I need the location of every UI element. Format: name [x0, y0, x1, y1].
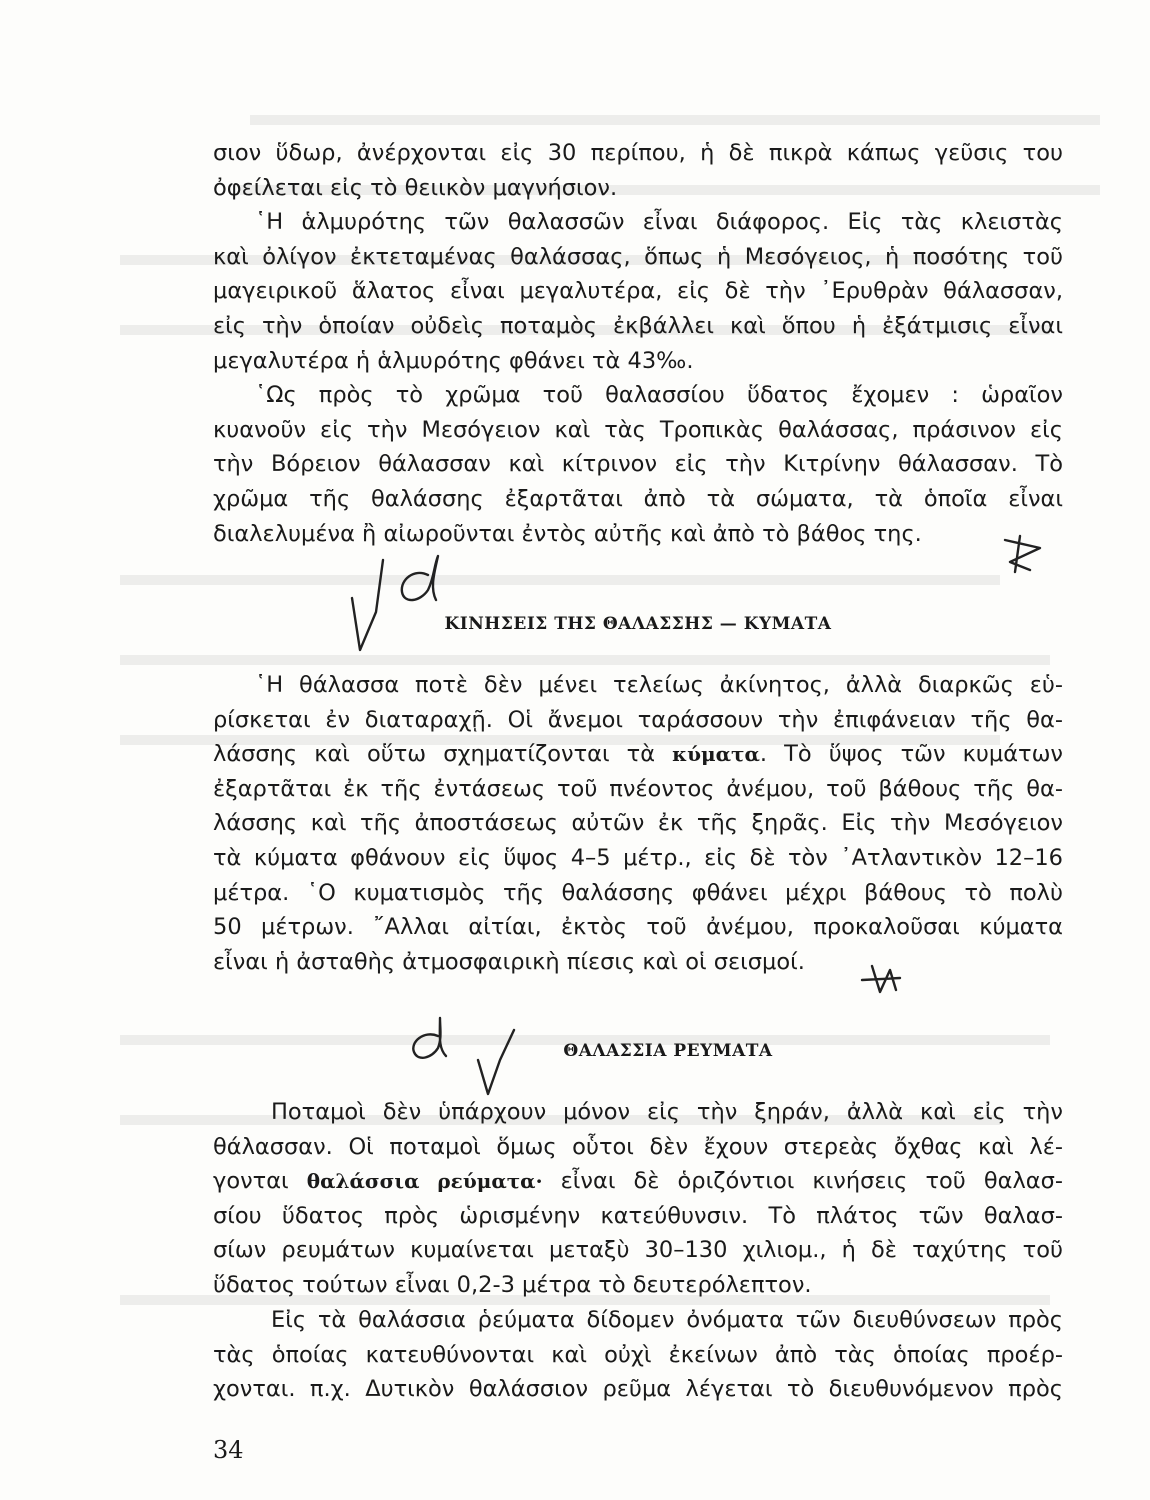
- bold-term: θαλάσσια ρεύματα·: [306, 1169, 543, 1194]
- text-fragment: λάσσης καὶ οὕτω σχηματίζονται τὰ: [213, 741, 656, 768]
- check-mark: [352, 560, 383, 650]
- text-line: θάλασσαν. Οἱ ποταμοὶ ὅμως οὗτοι δὲν ἔχουν στερεὰς ὄχθας καὶ λέ-: [213, 1133, 1063, 1160]
- text-line: χρῶμα τῆς θαλάσσης ἐξαρτᾶται ἀπὸ τὰ σώματα, τὰ ὁποῖα εἶναι: [213, 485, 1063, 512]
- text-line: τὴν Βόρειον θάλασσαν καὶ κίτρινον εἰς τὴν Κιτρίνην θάλασσαν. Τὸ: [213, 451, 1063, 478]
- text-fragment: γονται: [213, 1168, 289, 1195]
- text-line: ρίσκεται ἐν διαταραχῇ. Οἱ ἄνεμοι ταράσσουν τὴν ἐπιφάνειαν τῆς θα-: [213, 706, 1063, 733]
- text-line: 50 μέτρων. ῎Αλλαι αἰτίαι, ἐκτὸς τοῦ ἀνέμου, προκαλοῦσαι κύματα: [213, 914, 1063, 941]
- handwritten-d-mark: [402, 556, 438, 600]
- handwritten-d-mark: [413, 1018, 446, 1058]
- scribble-mark: [1005, 536, 1040, 572]
- text-line: διαλελυμένα ἢ αἰωροῦνται ἐντὸς αὐτῆς καὶ ἀπὸ τὸ βάθος της.: [213, 520, 922, 547]
- page-number: 34: [213, 1436, 244, 1464]
- text-line: ῾Ως πρὸς τὸ χρῶμα τοῦ θαλασσίου ὕδατος ἔχομεν : ὡραῖον: [255, 382, 1063, 409]
- text-line: ῾Η ἁλμυρότης τῶν θαλασσῶν εἶναι διάφορος. Εἰς τὰς κλειστὰς: [255, 209, 1063, 236]
- text-line: εἶναι ἡ ἀσταθὴς ἀτμοσφαιρικὴ πίεσις καὶ οἱ σεισμοί.: [213, 948, 805, 975]
- text-line: Εἰς τὰ θαλάσσια ῥεύματα δίδομεν ὀνόματα τῶν διευθύνσεων πρὸς: [271, 1307, 1063, 1333]
- section-heading-waves: ΚΙΝΗΣΕΙΣ ΤΗΣ ΘΑΛΑΣΣΗΣ — ΚΥΜΑΤΑ: [444, 614, 832, 634]
- text-line: ῾Η θάλασσα ποτὲ δὲν μένει τελείως ἀκίνητος, ἀλλὰ διαρκῶς εὑ-: [255, 672, 1063, 698]
- text-line: καὶ ὀλίγον ἐκτεταμένας θαλάσσας, ὅπως ἡ Μεσόγειος, ἡ ποσότης τοῦ: [213, 243, 1063, 270]
- text-line: λάσσης καὶ τῆς ἀποστάσεως αὐτῶν ἐκ τῆς ξηρᾶς. Εἰς τὴν Μεσόγειον: [213, 810, 1063, 837]
- text-line: τὰς ὁποίας κατευθύνονται καὶ οὐχὶ ἐκείνων ἀπὸ τὰς ὁποίας προέρ-: [213, 1341, 1063, 1368]
- text-line: σιον ὕδωρ, ἀνέρχονται εἰς 30 περίπου, ἡ δὲ πικρὰ κάπως γεῦσις του: [213, 140, 1063, 166]
- text-line: μέτρα. ῾Ο κυματισμὸς τῆς θαλάσσης φθάνει μέχρι βάθους τὸ πολὺ: [213, 879, 1063, 906]
- text-fragment: . Τὸ ὕψος τῶν κυμάτων: [759, 741, 1063, 768]
- section-heading-currents: ΘΑΛΑΣΣΙΑ ΡΕΥΜΑΤΑ: [563, 1041, 773, 1061]
- text-line: μαγειρικοῦ ἅλατος εἶναι μεγαλυτέρα, εἰς δὲ τὴν ᾿Ερυθρὰν θάλασσαν,: [213, 278, 1063, 305]
- text-line: σίων ρευμάτων κυμαίνεται μεταξὺ 30–130 χιλιομ., ἡ δὲ ταχύτης τοῦ: [213, 1237, 1063, 1264]
- scribble-mark: [862, 966, 900, 992]
- text-line: ὕδατος τούτων εἶναι 0,2-3 μέτρα τὸ δευτερόλεπτον.: [213, 1271, 812, 1298]
- text-line: τὰ κύματα φθάνουν εἰς ὕψος 4–5 μέτρ., εἰς δὲ τὸν ᾿Ατλαντικὸν 12–16: [213, 844, 1063, 871]
- text-line: μεγαλυτέρα ἡ ἁλμυρότης φθάνει τὰ 43‰.: [213, 347, 694, 374]
- text-line: ἐξαρτᾶται ἐκ τῆς ἐντάσεως τοῦ πνέοντος ἀνέμου, τοῦ βάθους τῆς θα-: [213, 775, 1063, 802]
- text-line: σίου ὕδατος πρὸς ὡρισμένην κατεύθυνσιν. Τὸ πλάτος τῶν θαλασ-: [213, 1202, 1063, 1229]
- text-fragment: εἶναι δὲ ὁριζόντιοι κινήσεις τοῦ θαλασ-: [542, 1168, 1063, 1195]
- text-line: Ποταμοὶ δὲν ὑπάρχουν μόνον εἰς τὴν ξηράν, ἀλλὰ καὶ εἰς τὴν: [271, 1099, 1063, 1125]
- check-mark: [478, 1030, 514, 1094]
- text-line: κυανοῦν εἰς τὴν Μεσόγειον καὶ τὰς Τροπικὰς θαλάσσας, πράσινον εἰς: [213, 416, 1063, 443]
- text-line: ὀφείλεται εἰς τὸ θειικὸν μαγνήσιον.: [213, 174, 618, 201]
- text-line: εἰς τὴν ὁποίαν οὐδεὶς ποταμὸς ἐκβάλλει καὶ ὅπου ἡ ἐξάτμισις εἶναι: [213, 312, 1063, 339]
- bold-term: κύματα: [672, 742, 760, 767]
- text-line: χονται. π.χ. Δυτικὸν θαλάσσιον ρεῦμα λέγεται τὸ διευθυνόμενον πρὸς: [213, 1376, 1063, 1403]
